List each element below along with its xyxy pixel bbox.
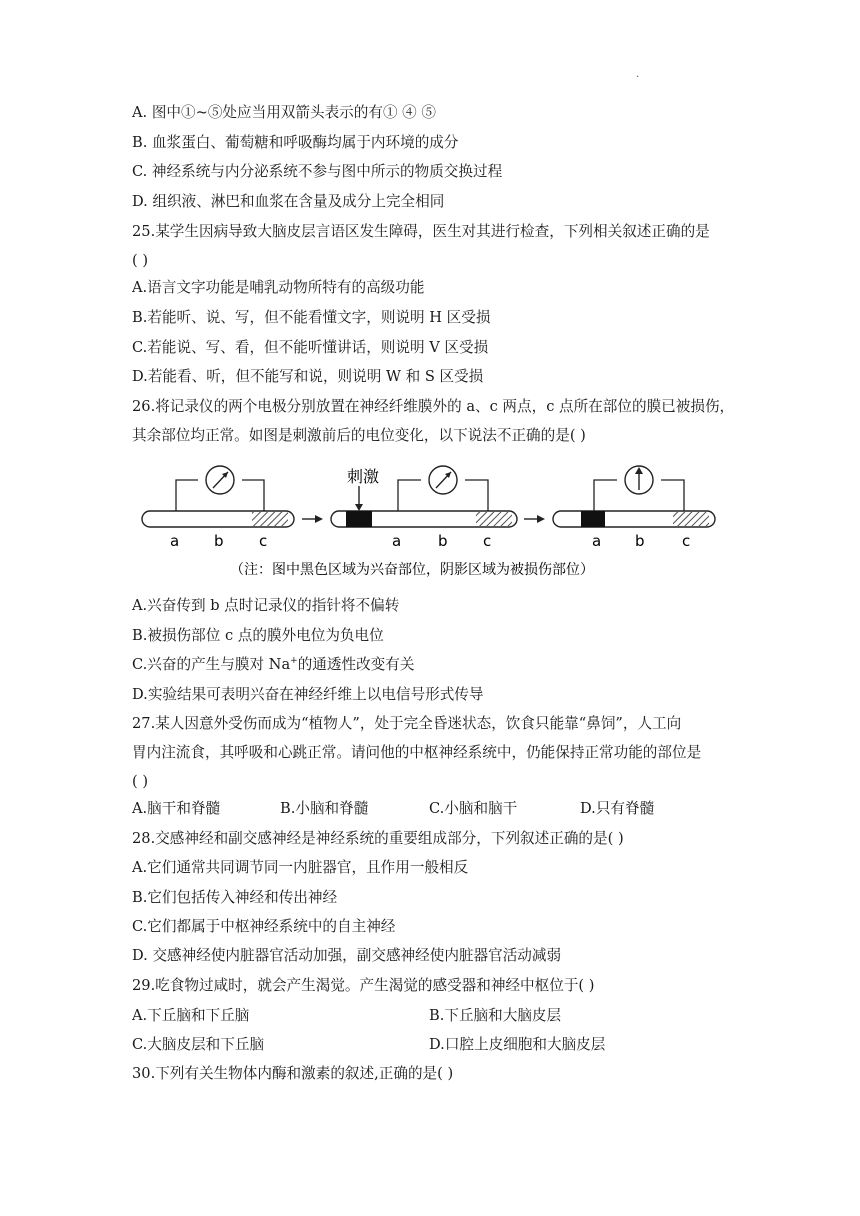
- panel-3-after-stimulus: [553, 466, 715, 550]
- q27-stem-line2: 胃内注流食，其呼吸和心跳正常。请问他的中枢神经系统中，仍能保持正常功能的部位是: [132, 744, 702, 761]
- q29-option-a: A.下丘脑和下丘脑: [132, 1007, 250, 1024]
- q24-option-d: D. 组织液、淋巴和血浆在含量及成分上完全相同: [132, 193, 445, 210]
- panel-2-stimulus: [331, 466, 517, 550]
- q27-option-a: A.脑干和脊髓: [132, 800, 221, 817]
- q24-option-c: C. 神经系统与内分泌系统不参与图中所示的物质交换过程: [132, 163, 503, 180]
- label-a-1: a: [170, 532, 180, 550]
- stimulus-label: 刺激: [347, 467, 380, 486]
- panel-1-before-stimulus: [142, 466, 294, 550]
- q27-option-c: C.小脑和脑干: [429, 800, 518, 817]
- q25-option-b: B.若能听、说、写，但不能看懂文字，则说明 H 区受损: [132, 309, 491, 326]
- electrode-wire-1-left: [176, 480, 198, 511]
- q26-option-c: [132, 655, 414, 675]
- label-b-3: b: [635, 532, 645, 550]
- header-mark: ·: [636, 72, 640, 83]
- q24-option-a: A. 图中①~⑤处应当用双箭头表示的有① ④ ⑤: [132, 104, 437, 121]
- q25-option-d: D.若能看、听，但不能写和说，则说明 W 和 S 区受损: [132, 368, 484, 385]
- q28-stem: 28.交感神经和副交感神经是神经系统的重要组成部分，下列叙述正确的是( ): [132, 830, 624, 847]
- figure-note: （注：图中黑色区域为兴奋部位，阴影区域为被损伤部位）: [230, 562, 594, 578]
- electrode-wire-3-left: [594, 480, 617, 511]
- label-b-1: b: [214, 532, 224, 550]
- q27-option-d: D.只有脊髓: [580, 800, 655, 817]
- electrode-wire-2-left: [398, 480, 421, 511]
- label-c-1: c: [259, 532, 268, 550]
- electrode-wire-3-right: [661, 480, 684, 511]
- excited-region-3: [581, 511, 605, 527]
- sodium-charge: +: [290, 656, 298, 666]
- q28-option-c: C.它们都属于中枢神经系统中的自主神经: [132, 918, 396, 935]
- nerve-fiber-figure: [128, 460, 728, 585]
- q26-stem-line1: 26.将记录仪的两个电极分别放置在神经纤维膜外的 a、c 两点，c 点所在部位的膜已被损伤，: [132, 398, 735, 415]
- q28-option-a: A.它们通常共同调节同一内脏器官，且作用一般相反: [132, 859, 469, 876]
- q26-option-a: A.兴奋传到 b 点时记录仪的指针将不偏转: [132, 597, 400, 614]
- q25-stem-line1: 25.某学生因病导致大脑皮层言语区发生障碍，医生对其进行检查，下列相关叙述正确的是: [132, 223, 710, 240]
- q27-stem-line1: 27.某人因意外受伤而成为“植物人”，处于完全昏迷状态，饮食只能靠“鼻饲”，人工向: [132, 715, 682, 732]
- damaged-region-2: [476, 512, 512, 526]
- q25-stem-line2: ( ): [132, 252, 149, 269]
- q26-stem-line2: 其余部位均正常。如图是刺激前后的电位变化，以下说法不正确的是( ): [132, 427, 586, 444]
- label-c-3: c: [682, 532, 691, 550]
- q28-option-b: B.它们包括传入神经和传出神经: [132, 889, 338, 906]
- excited-region-2: [346, 511, 372, 527]
- q27-stem-line3: ( ): [132, 773, 149, 790]
- damaged-region-3: [673, 512, 709, 526]
- q26-option-b: B.被损伤部位 c 点的膜外电位为负电位: [132, 627, 384, 644]
- q26-option-c-text: C.兴奋的产生与膜对 Na: [132, 656, 291, 673]
- q25-option-a: A.语言文字功能是哺乳动物所特有的高级功能: [132, 279, 425, 296]
- label-c-2: c: [483, 532, 492, 550]
- q24-option-b: B. 血浆蛋白、葡萄糖和呼吸酶均属于内环境的成分: [132, 134, 459, 151]
- electrode-wire-1-right: [242, 480, 264, 511]
- q25-option-c: C.若能说、写、看，但不能听懂讲话，则说明 V 区受损: [132, 339, 489, 356]
- q29-option-d: D.口腔上皮细胞和大脑皮层: [429, 1036, 606, 1053]
- damaged-region-1: [252, 512, 288, 526]
- q28-option-d: D. 交感神经使内脏器官活动加强，副交感神经使内脏器官活动减弱: [132, 947, 562, 964]
- label-a-3: a: [592, 532, 602, 550]
- q29-option-b: B.下丘脑和大脑皮层: [429, 1007, 562, 1024]
- label-a-2: a: [392, 532, 402, 550]
- q26-option-d: D.实验结果可表明兴奋在神经纤维上以电信号形式传导: [132, 686, 484, 703]
- q27-option-b: B.小脑和脊髓: [280, 800, 369, 817]
- q29-stem: 29.吃食物过咸时，就会产生渴觉。产生渴觉的感受器和神经中枢位于( ): [132, 977, 595, 994]
- q30-stem: 30.下列有关生物体内酶和激素的叙述,正确的是( ): [132, 1065, 454, 1082]
- label-b-2: b: [438, 532, 448, 550]
- electrode-wire-2-right: [465, 480, 488, 511]
- q26-option-c-text-end: 的通透性改变有关: [297, 656, 415, 673]
- q29-option-c: C.大脑皮层和下丘脑: [132, 1036, 265, 1053]
